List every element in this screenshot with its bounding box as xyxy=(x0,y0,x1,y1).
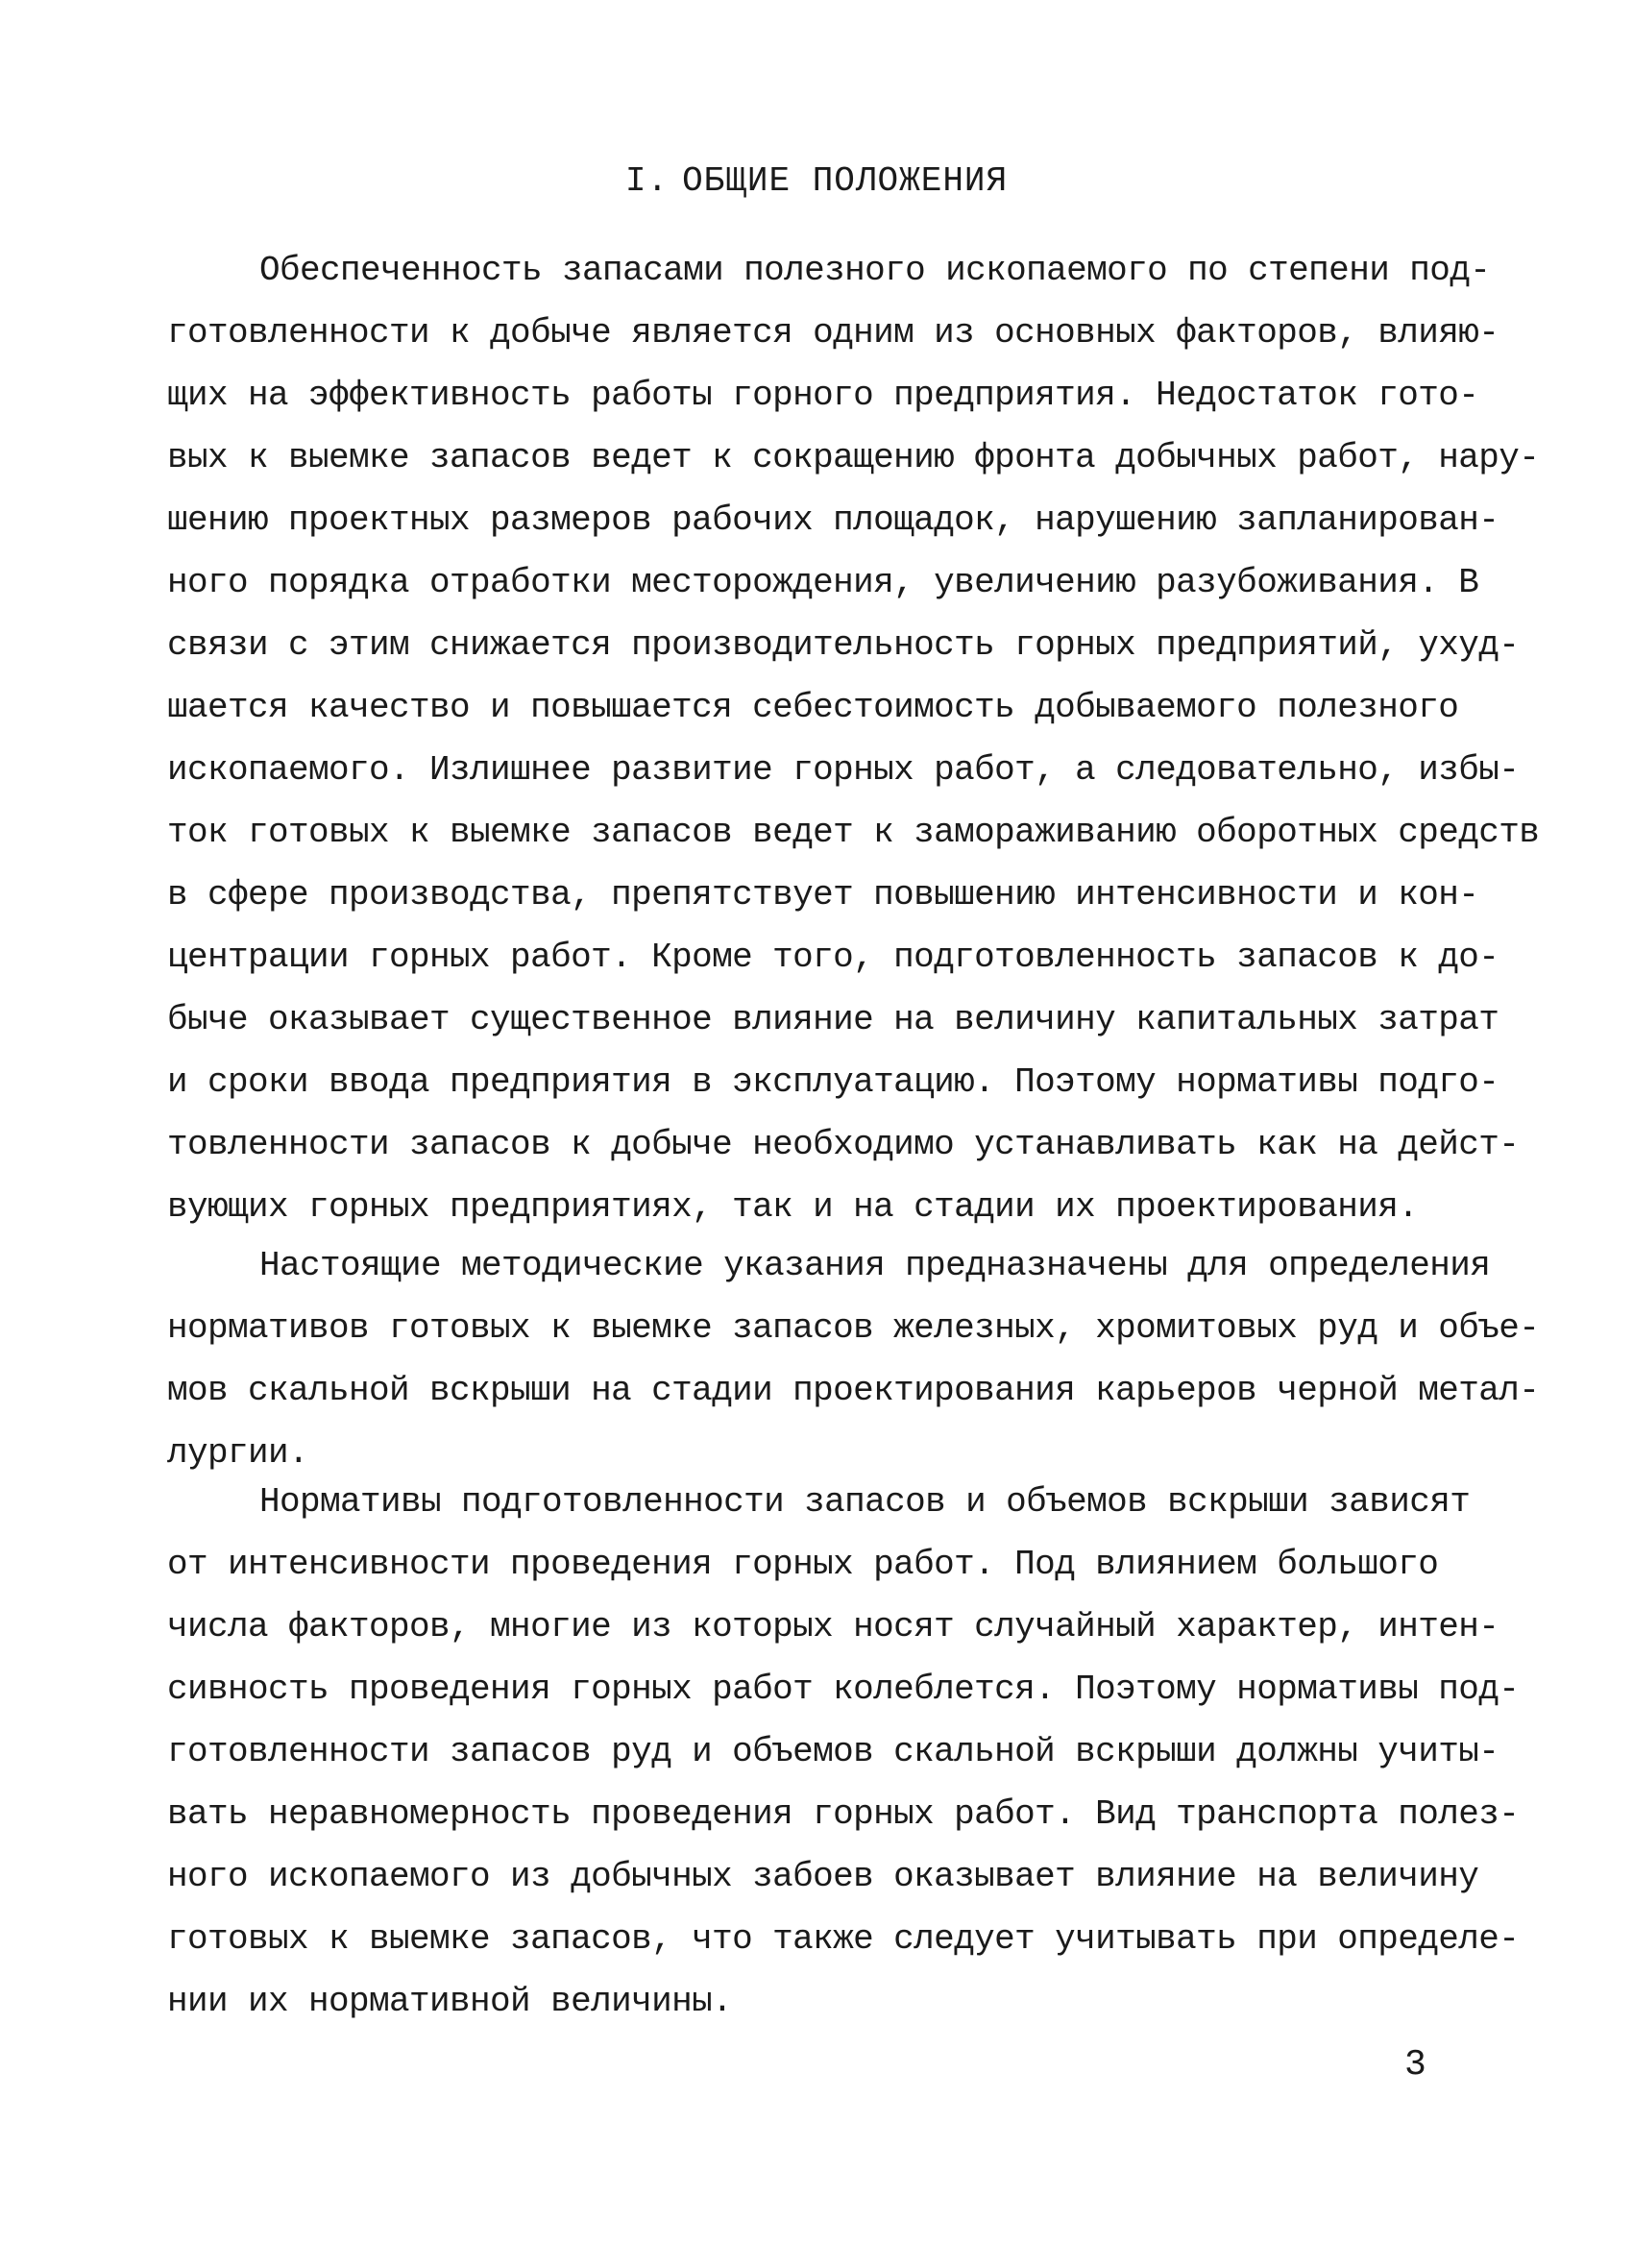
text-line: связи с этим снижается производительность горных предприятий, ухуд- xyxy=(167,625,1520,665)
text-line: щих на эффективность работы горного предприятия. Недостаток гото- xyxy=(167,376,1479,415)
text-line: ископаемого. Излишнее развитие горных работ, а следовательно, избы- xyxy=(167,750,1520,790)
text-line: нормативов готовых к выемке запасов железных, хромитовых руд и объе- xyxy=(167,1308,1540,1348)
page-number: 3 xyxy=(1404,2044,1426,2085)
text-line: и сроки ввода предприятия в эксплуатацию. Поэтому нормативы подго- xyxy=(167,1062,1499,1102)
text-line: ток готовых к выемке запасов ведет к замораживанию оборотных средств xyxy=(167,813,1540,852)
text-line: центрации горных работ. Кроме того, подготовленность запасов к до- xyxy=(167,938,1499,977)
text-line: готовых к выемке запасов, что также следует учитывать при определе- xyxy=(167,1919,1520,1959)
section-heading xyxy=(0,161,1633,201)
text-line: Обеспеченность запасами полезного ископаемого по степени под- xyxy=(259,251,1491,290)
text-line: в сфере производства, препятствует повышению интенсивности и кон- xyxy=(167,875,1479,915)
text-line: готовленности запасов руд и объемов скальной вскрыши должны учиты- xyxy=(167,1732,1499,1771)
text-line: вать неравномерность проведения горных работ. Вид транспорта полез- xyxy=(167,1794,1520,1834)
section-title: ОБЩИЕ ПОЛОЖЕНИЯ xyxy=(682,161,1009,201)
section-number: I. xyxy=(624,161,670,201)
text-line: вых к выемке запасов ведет к сокращению фронта добычных работ, нару- xyxy=(167,438,1540,477)
text-line: от интенсивности проведения горных работ. Под влиянием большого xyxy=(167,1545,1439,1584)
text-line: Настоящие методические указания предназначены для определения xyxy=(259,1246,1491,1285)
text-line: мов скальной вскрыши на стадии проектирования карьеров черной метал- xyxy=(167,1371,1540,1410)
text-line: сивность проведения горных работ колеблется. Поэтому нормативы под- xyxy=(167,1670,1520,1709)
text-line: быче оказывает существенное влияние на величину капитальных затрат xyxy=(167,1000,1499,1039)
text-line: шается качество и повышается себестоимость добываемого полезного xyxy=(167,688,1459,727)
text-line: лургии. xyxy=(167,1433,309,1473)
text-line: вующих горных предприятиях, так и на стадии их проектирования. xyxy=(167,1187,1419,1227)
text-line: числа факторов, многие из которых носят случайный характер, интен- xyxy=(167,1607,1499,1646)
text-line: Нормативы подготовленности запасов и объемов вскрыши зависят xyxy=(259,1482,1471,1522)
text-line: товленности запасов к добыче необходимо устанавливать как на дейст- xyxy=(167,1125,1520,1164)
text-line: ного ископаемого из добычных забоев оказывает влияние на величину xyxy=(167,1857,1479,1896)
text-line: готовленности к добыче является одним из основных факторов, влияю- xyxy=(167,313,1499,353)
text-line: нии их нормативной величины. xyxy=(167,1982,733,2021)
text-line: шению проектных размеров рабочих площадок, нарушению запланирован- xyxy=(167,500,1499,540)
text-line: ного порядка отработки месторождения, увеличению разубоживания. В xyxy=(167,563,1479,602)
